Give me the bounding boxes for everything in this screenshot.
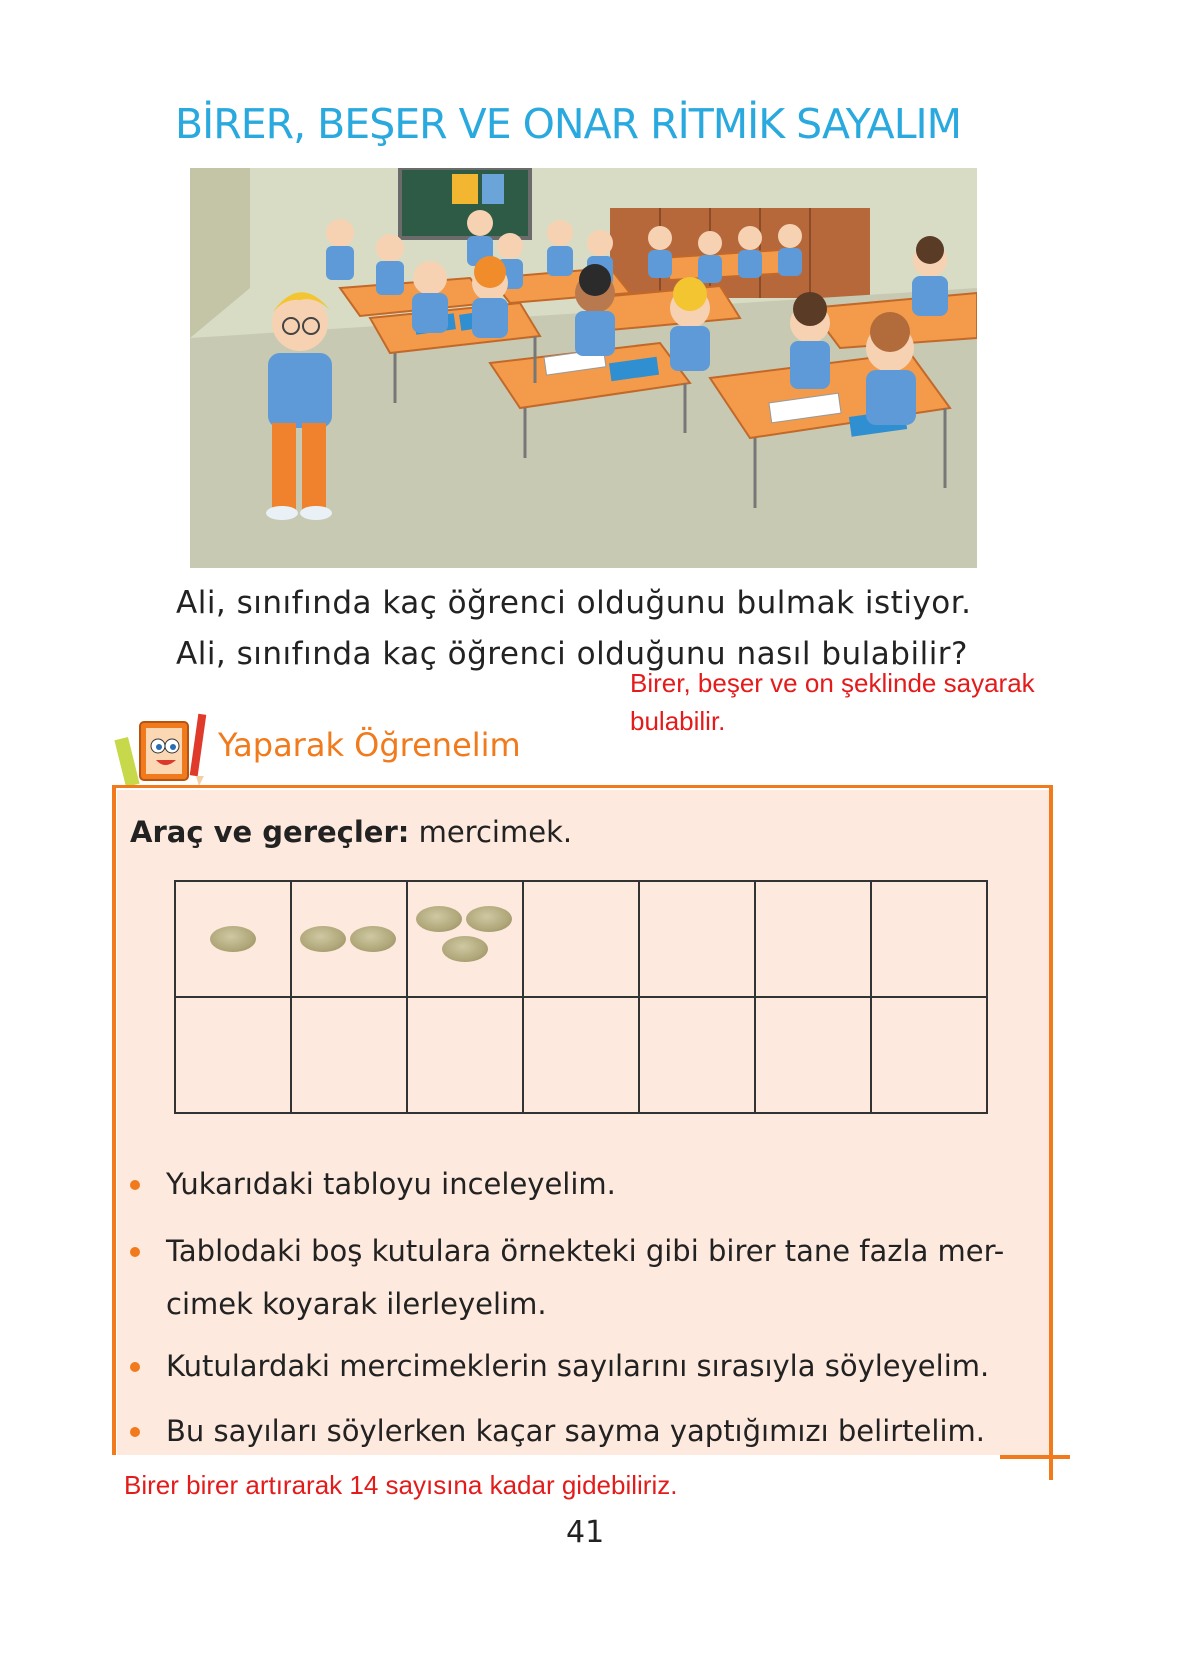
bullet-text: Kutulardaki mercimeklerin sayılarını sırasıyla söyleyelim. [166,1349,990,1383]
grid-cell[interactable] [291,881,407,997]
lentil-icon [416,906,462,932]
lentil-icon [210,926,256,952]
grid-cell[interactable] [755,997,871,1113]
panel-left-border [112,785,116,1455]
answer-line-1: Birer, beşer ve on şeklinde sayarak [630,668,1035,698]
lentil-icon [466,906,512,932]
bullet-dot-icon [130,1247,140,1257]
grid-cell[interactable] [871,881,987,997]
book-mascot-icon [112,712,216,790]
lentil-grid [174,880,988,1114]
lentil-icon [442,936,488,962]
section-title: Yaparak Öğrenelim [218,726,521,764]
grid-row [175,997,987,1113]
grid-cell[interactable] [639,881,755,997]
bullet-text: Yukarıdaki tabloyu inceleyelim. [166,1167,616,1201]
grid-cell[interactable] [523,997,639,1113]
grid-cell[interactable] [407,881,523,997]
lentil-icon [350,926,396,952]
grid-cell[interactable] [175,997,291,1113]
materials-label: Araç ve gereçler: [130,815,410,849]
classroom-illustration [190,168,977,568]
question-line-1: Ali, sınıfında kaç öğrenci olduğunu bulmak istiyor. [176,585,972,621]
page-number: 41 [566,1515,605,1550]
bullet-text: cimek koyarak ilerleyelim. [166,1287,547,1321]
grid-cell[interactable] [175,881,291,997]
answer-bottom: Birer birer artırarak 14 sayısına kadar gidebiliriz. [124,1470,678,1500]
grid-cell[interactable] [871,997,987,1113]
materials-value: mercimek. [418,815,573,849]
bullet-text: Bu sayıları söylerken kaçar sayma yaptığımızı belirtelim. [166,1414,985,1448]
bullet-dot-icon [130,1362,140,1372]
materials-line [130,815,572,849]
grid-cell[interactable] [639,997,755,1113]
question-line-2: Ali, sınıfında kaç öğrenci olduğunu nasıl bulabilir? [176,636,969,672]
grid-cell[interactable] [407,997,523,1113]
lentil-icon [300,926,346,952]
page-title: BİRER, BEŞER VE ONAR RİTMİK SAYALIM [175,100,962,148]
panel-top-border [112,785,1052,788]
section-header [112,712,532,790]
classroom-drawing [190,168,977,568]
answer-line-2: bulabilir. [630,706,726,736]
bullet-dot-icon [130,1180,140,1190]
grid-cell[interactable] [755,881,871,997]
panel-right-border [1049,785,1053,1480]
grid-cell[interactable] [523,881,639,997]
grid-row [175,881,987,997]
panel-bottom-tick [1000,1455,1070,1459]
bullet-dot-icon [130,1427,140,1437]
bullet-text: Tablodaki boş kutulara örnekteki gibi birer tane fazla mer- [166,1234,1005,1268]
grid-cell[interactable] [291,997,407,1113]
